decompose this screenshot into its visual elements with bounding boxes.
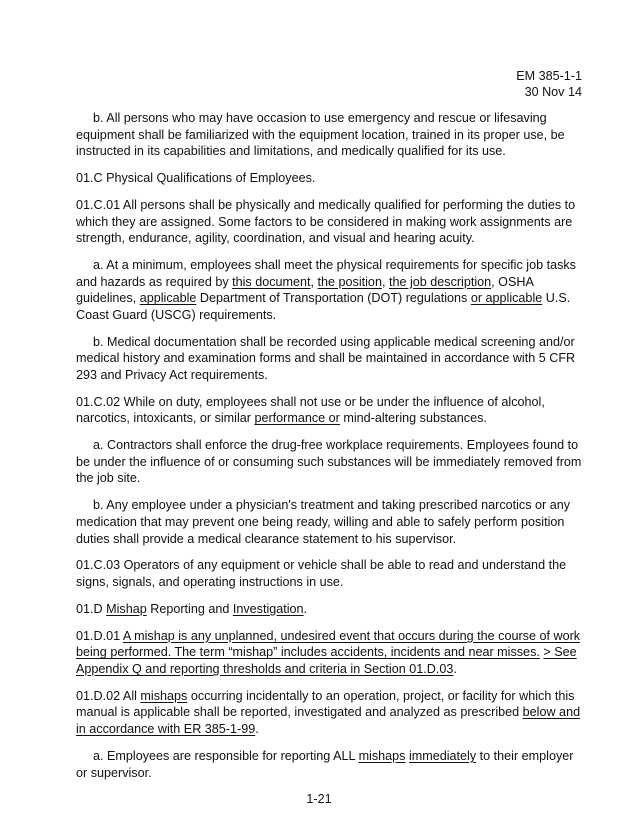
underlined-text: immediately [408, 748, 477, 763]
document-header [516, 68, 582, 100]
text-run: , OSHA guidelines, [76, 274, 534, 306]
underlined-text: performance or [254, 411, 340, 426]
document-body [76, 110, 584, 791]
underlined-text: applicable [139, 291, 197, 306]
text-run: U.S. Coast Guard (USCG) requirements. [76, 291, 571, 322]
text-run: , [310, 274, 318, 289]
text-run: a. Employees are responsible for reporting ALL [93, 748, 359, 763]
text-run: Department of Transportation (DOT) regulations [196, 291, 471, 306]
text-run: 01.D [76, 601, 107, 616]
text-run: to their employer or supervisor. [76, 748, 574, 780]
text-run: . [255, 722, 259, 737]
document-number: EM 385-1-1 [516, 69, 582, 83]
underlined-text: mishaps [140, 688, 188, 703]
text-run: 01.D.01 [76, 628, 123, 643]
underlined-text: Mishap [106, 601, 147, 616]
paragraph-01C02 [76, 394, 584, 427]
text-run: 01.C.02 While on duty, employees shall not use or be under the influence of alcohol, narcotics, intoxicants, or similar [76, 394, 545, 426]
underlined-text: or applicable [470, 291, 543, 306]
paragraph-01C01: 01.C.01 All persons shall be physically and medically qualified for performing the duties to which they are assigned. Some factors to be considered in making work assignments are strength, endurance, agility, coordination, and visual and hearing acuity. [76, 197, 576, 246]
paragraph-01C02-a: a. Contractors shall enforce the drug-free workplace requirements. Employees found to be under the influence of or consuming such substances will be immediately removed from the job site. [76, 438, 582, 486]
section-heading-01C: 01.C Physical Qualifications of Employees. [76, 171, 316, 186]
underlined-text: this document [232, 274, 311, 289]
underlined-text: mishaps [358, 748, 406, 763]
underlined-text: the job description [388, 274, 492, 289]
text-run: Reporting and [146, 601, 233, 616]
text-run: a. At a minimum, employees shall meet the physical requirements for specific job tasks and hazards as required by [76, 258, 576, 289]
page-number: 1-21 [306, 792, 332, 806]
paragraph-01D02 [76, 688, 584, 738]
underlined-text: A mishap is any unplanned, undesired event that occurs during the course of work being performed. The term “mishap” includes accidents, incidents and near misses. [76, 628, 581, 660]
text-run: . [303, 601, 308, 616]
paragraph-01C01-a [76, 257, 584, 323]
paragraph-01D01 [76, 628, 584, 678]
paragraph-b-lifesaving: b. All persons who may have occasion to use emergency and rescue or lifesaving equipment shall be familiarized with the equipment location, trained in its proper use, be instructed in its capabilities and limitations, and medically qualified for its use. [76, 111, 565, 159]
paragraph-01C03: 01.C.03 Operators of any equipment or vehicle shall be able to read and understand the signs, signals, and operating instructions in use. [76, 558, 567, 590]
paragraph-01C02-b: b. Any employee under a physician's treatment and taking prescribed narcotics or any medication that may prevent one being ready, willing and able to safely perform position duties shall provide a medical clearance statement to his supervisor. [76, 498, 571, 546]
underlined-text: below and in accordance with ER 385-1-99 [76, 705, 581, 737]
text-run: . [453, 662, 457, 676]
text-run: 01.D.02 All [76, 688, 141, 703]
paragraph-01C01-b: b. Medical documentation shall be recorded using applicable medical screening and/or medical history and examination forms and shall be maintained in accordance with 5 CFR 293 and Privacy Act requirements. [76, 334, 576, 382]
underlined-text: the position [317, 274, 382, 289]
text-run: occurring incidentally to an operation, project, or facility for which this manual is applicable shall be reported, investigated and analyzed as prescribed [76, 688, 575, 720]
document-date: 30 Nov 14 [524, 85, 582, 100]
paragraph-01D02-a [76, 748, 584, 781]
section-heading-01D [76, 601, 584, 618]
text-run: mind-altering substances. [339, 411, 487, 426]
underlined-text: Investigation [232, 601, 304, 616]
cross-reference-link[interactable]: > See Appendix Q and reporting thresholds and criteria in Section 01.D.03 [76, 645, 577, 676]
text-run: , [381, 274, 389, 289]
